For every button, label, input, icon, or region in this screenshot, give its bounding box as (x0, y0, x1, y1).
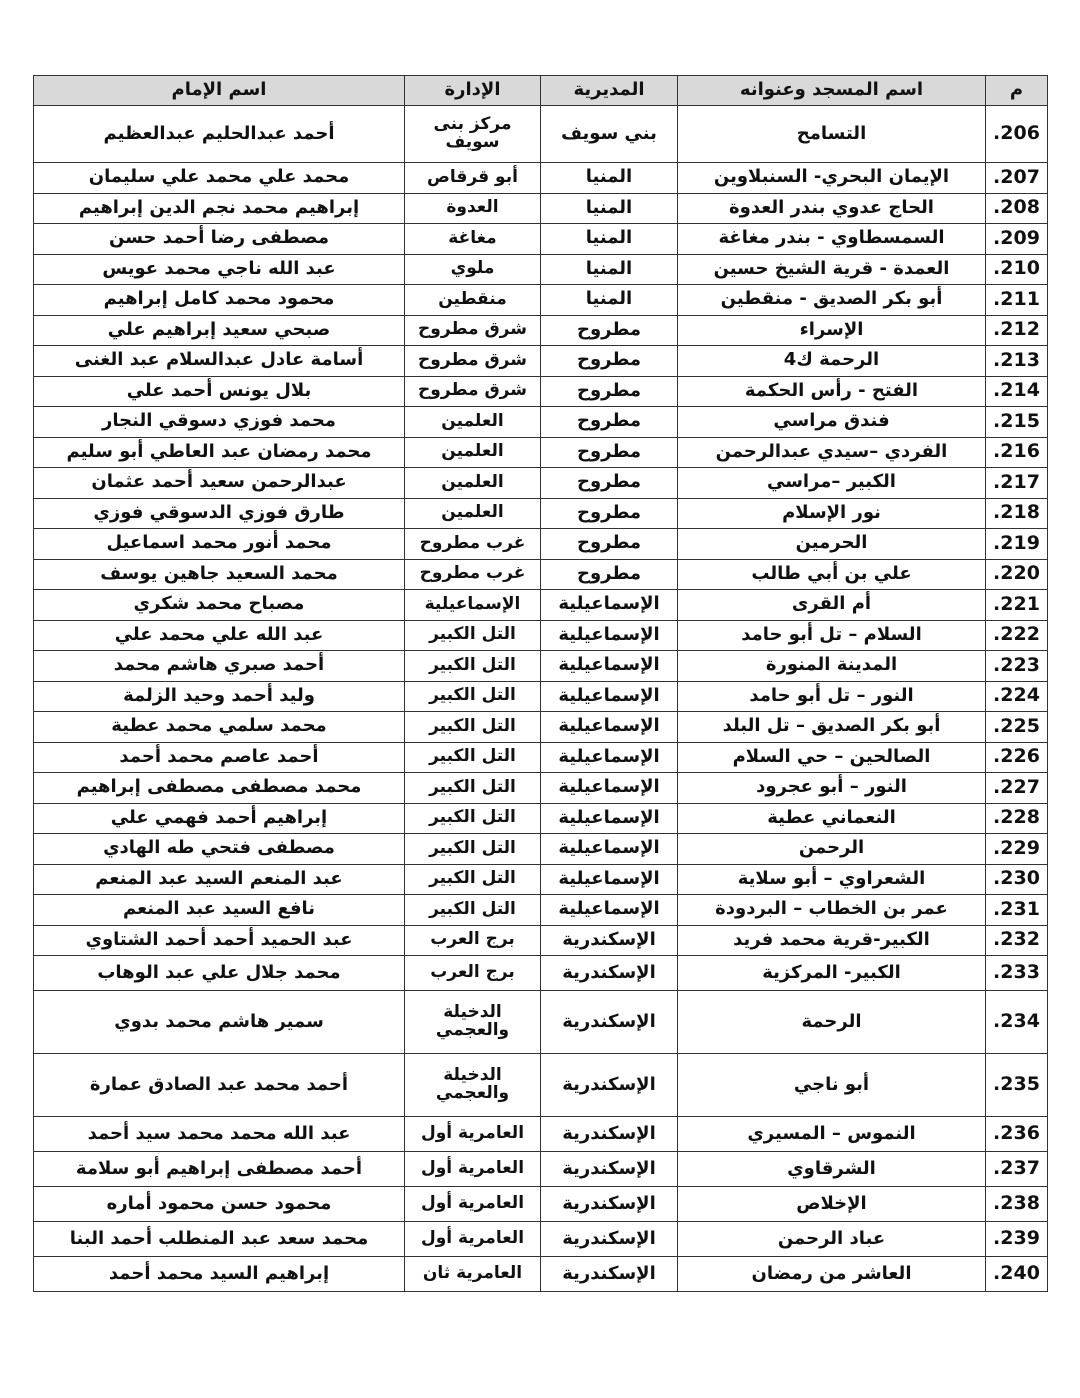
cell-row-number: .226 (986, 742, 1048, 773)
cell-directorate: مطروح (541, 407, 678, 438)
table-row (34, 559, 1048, 590)
cell-imam-name: عبدالرحمن سعيد أحمد عثمان (34, 468, 405, 499)
cell-row-number: .222 (986, 620, 1048, 651)
cell-directorate: الإسماعيلية (541, 895, 678, 926)
cell-directorate: مطروح (541, 468, 678, 499)
cell-mosque-name-address: السمسطاوي - بندر مغاغة (678, 224, 986, 255)
cell-mosque-name-address: الحرمين (678, 529, 986, 560)
table-row (34, 1152, 1048, 1187)
cell-administration: الإسماعيلية (405, 590, 541, 621)
cell-row-number: .232 (986, 925, 1048, 956)
cell-directorate: المنيا (541, 254, 678, 285)
cell-mosque-name-address: الإسراء (678, 315, 986, 346)
cell-row-number: .235 (986, 1054, 1048, 1117)
cell-mosque-name-address: الرحمن (678, 834, 986, 865)
cell-directorate: مطروح (541, 376, 678, 407)
table-row (34, 498, 1048, 529)
cell-row-number: .213 (986, 346, 1048, 377)
cell-row-number: .234 (986, 991, 1048, 1054)
cell-mosque-name-address: الصالحين – حي السلام (678, 742, 986, 773)
cell-imam-name: صبحي سعيد إبراهيم علي (34, 315, 405, 346)
table-row (34, 1187, 1048, 1222)
cell-mosque-name-address: التسامح (678, 106, 986, 163)
cell-administration: مغاغة (405, 224, 541, 255)
cell-administration: شرق مطروح (405, 376, 541, 407)
cell-imam-name: محمود محمد كامل إبراهيم (34, 285, 405, 316)
cell-imam-name: محمد أنور محمد اسماعيل (34, 529, 405, 560)
cell-directorate: مطروح (541, 498, 678, 529)
cell-mosque-name-address: الإيمان البحري- السنبلاوين (678, 163, 986, 194)
cell-imam-name: بلال يونس أحمد علي (34, 376, 405, 407)
cell-administration: التل الكبير (405, 712, 541, 743)
cell-row-number: .225 (986, 712, 1048, 743)
table-row (34, 712, 1048, 743)
cell-administration: التل الكبير (405, 773, 541, 804)
table-row (34, 1257, 1048, 1292)
header-directorate: المديرية (541, 76, 678, 106)
cell-mosque-name-address: النموس – المسيري (678, 1117, 986, 1152)
cell-imam-name: عبد الله ناجي محمد عويس (34, 254, 405, 285)
cell-mosque-name-address: عباد الرحمن (678, 1222, 986, 1257)
cell-directorate: المنيا (541, 224, 678, 255)
table-row (34, 864, 1048, 895)
table-row (34, 1054, 1048, 1117)
cell-row-number: .209 (986, 224, 1048, 255)
cell-directorate: الإسماعيلية (541, 590, 678, 621)
cell-imam-name: نافع السيد عبد المنعم (34, 895, 405, 926)
cell-row-number: .207 (986, 163, 1048, 194)
cell-row-number: .208 (986, 193, 1048, 224)
cell-administration: غرب مطروح (405, 559, 541, 590)
cell-imam-name: محمد سعد عبد المنطلب أحمد البنا (34, 1222, 405, 1257)
cell-directorate: الإسكندرية (541, 1257, 678, 1292)
cell-administration: التل الكبير (405, 864, 541, 895)
cell-row-number: .237 (986, 1152, 1048, 1187)
cell-mosque-name-address: النعماني عطية (678, 803, 986, 834)
cell-administration: العامرية أول (405, 1152, 541, 1187)
cell-imam-name: أحمد مصطفى إبراهيم أبو سلامة (34, 1152, 405, 1187)
cell-row-number: .240 (986, 1257, 1048, 1292)
table-row (34, 346, 1048, 377)
cell-administration: التل الكبير (405, 620, 541, 651)
cell-imam-name: أحمد صبري هاشم محمد (34, 651, 405, 682)
cell-row-number: .220 (986, 559, 1048, 590)
table-row (34, 742, 1048, 773)
table-row (34, 991, 1048, 1054)
cell-mosque-name-address: الكبير-قرية محمد فريد (678, 925, 986, 956)
cell-administration: برج العرب (405, 925, 541, 956)
cell-imam-name: محمد مصطفى مصطفى إبراهيم (34, 773, 405, 804)
cell-administration: شرق مطروح (405, 346, 541, 377)
cell-mosque-name-address: عمر بن الخطاب – البردودة (678, 895, 986, 926)
cell-row-number: .216 (986, 437, 1048, 468)
cell-directorate: الإسكندرية (541, 1152, 678, 1187)
table-row (34, 193, 1048, 224)
cell-administration: العلمين (405, 498, 541, 529)
cell-administration: التل الكبير (405, 742, 541, 773)
table-row (34, 376, 1048, 407)
cell-imam-name: محمد سلمي محمد عطية (34, 712, 405, 743)
table-row (34, 163, 1048, 194)
cell-row-number: .230 (986, 864, 1048, 895)
table-row (34, 285, 1048, 316)
cell-mosque-name-address: الحاج عدوي بندر العدوة (678, 193, 986, 224)
cell-mosque-name-address: النور – أبو عجرود (678, 773, 986, 804)
cell-administration: التل الكبير (405, 895, 541, 926)
cell-mosque-name-address: أبو بكر الصديق - منقطين (678, 285, 986, 316)
cell-directorate: الإسكندرية (541, 1054, 678, 1117)
cell-directorate: المنيا (541, 193, 678, 224)
cell-row-number: .212 (986, 315, 1048, 346)
cell-administration: الدخيلة والعجمي (405, 991, 541, 1054)
cell-directorate: الإسماعيلية (541, 834, 678, 865)
table-row (34, 407, 1048, 438)
cell-row-number: .233 (986, 956, 1048, 991)
cell-row-number: .229 (986, 834, 1048, 865)
cell-imam-name: طارق فوزي الدسوقي فوزي (34, 498, 405, 529)
cell-mosque-name-address: النور – تل أبو حامد (678, 681, 986, 712)
cell-directorate: الإسماعيلية (541, 712, 678, 743)
cell-row-number: .211 (986, 285, 1048, 316)
cell-row-number: .210 (986, 254, 1048, 285)
cell-directorate: الإسماعيلية (541, 864, 678, 895)
cell-row-number: .214 (986, 376, 1048, 407)
cell-row-number: .238 (986, 1187, 1048, 1222)
cell-imam-name: عبد الله علي محمد علي (34, 620, 405, 651)
cell-directorate: المنيا (541, 163, 678, 194)
cell-row-number: .224 (986, 681, 1048, 712)
cell-imam-name: عبد المنعم السيد عبد المنعم (34, 864, 405, 895)
cell-administration: العامرية أول (405, 1187, 541, 1222)
cell-mosque-name-address: العاشر من رمضان (678, 1257, 986, 1292)
table-row (34, 1117, 1048, 1152)
table-row (34, 529, 1048, 560)
table-row (34, 895, 1048, 926)
cell-imam-name: إبراهيم أحمد فهمي علي (34, 803, 405, 834)
cell-directorate: الإسكندرية (541, 956, 678, 991)
cell-row-number: .231 (986, 895, 1048, 926)
cell-imam-name: وليد أحمد وحيد الزلمة (34, 681, 405, 712)
cell-imam-name: عبد الله محمد محمد سيد أحمد (34, 1117, 405, 1152)
cell-row-number: .215 (986, 407, 1048, 438)
cell-imam-name: إبراهيم محمد نجم الدين إبراهيم (34, 193, 405, 224)
cell-imam-name: سمير هاشم محمد بدوي (34, 991, 405, 1054)
cell-administration: منقطين (405, 285, 541, 316)
cell-imam-name: إبراهيم السيد محمد أحمد (34, 1257, 405, 1292)
cell-row-number: .217 (986, 468, 1048, 499)
cell-directorate: مطروح (541, 529, 678, 560)
cell-directorate: مطروح (541, 315, 678, 346)
table-row (34, 590, 1048, 621)
cell-row-number: .219 (986, 529, 1048, 560)
cell-row-number: .228 (986, 803, 1048, 834)
cell-imam-name: محمد علي محمد علي سليمان (34, 163, 405, 194)
cell-administration: العلمين (405, 437, 541, 468)
cell-directorate: بني سويف (541, 106, 678, 163)
cell-directorate: الإسماعيلية (541, 651, 678, 682)
table-row (34, 620, 1048, 651)
cell-directorate: الإسكندرية (541, 925, 678, 956)
header-number: م (986, 76, 1048, 106)
cell-administration: التل الكبير (405, 681, 541, 712)
table-row (34, 651, 1048, 682)
table-row (34, 106, 1048, 163)
cell-imam-name: محمد فوزي دسوقي النجار (34, 407, 405, 438)
cell-directorate: مطروح (541, 437, 678, 468)
cell-mosque-name-address: علي بن أبي طالب (678, 559, 986, 590)
cell-imam-name: أحمد محمد عبد الصادق عمارة (34, 1054, 405, 1117)
cell-mosque-name-address: أبو بكر الصديق – تل البلد (678, 712, 986, 743)
cell-directorate: الإسماعيلية (541, 742, 678, 773)
cell-directorate: مطروح (541, 346, 678, 377)
cell-administration: الدخيلة والعجمي (405, 1054, 541, 1117)
cell-directorate: الإسكندرية (541, 1222, 678, 1257)
table-row (34, 315, 1048, 346)
cell-imam-name: أحمد عبدالحليم عبدالعظيم (34, 106, 405, 163)
table-row (34, 437, 1048, 468)
cell-administration: برج العرب (405, 956, 541, 991)
table-row (34, 1222, 1048, 1257)
cell-administration: العامرية أول (405, 1222, 541, 1257)
header-imam-name: اسم الإمام (34, 76, 405, 106)
imam-assignment-table (33, 75, 1048, 1292)
cell-mosque-name-address: الرحمة (678, 991, 986, 1054)
cell-directorate: الإسماعيلية (541, 803, 678, 834)
cell-mosque-name-address: الفتح - رأس الحكمة (678, 376, 986, 407)
cell-imam-name: مصطفى رضا أحمد حسن (34, 224, 405, 255)
table-row (34, 224, 1048, 255)
cell-imam-name: مصطفى فتحي طه الهادي (34, 834, 405, 865)
cell-mosque-name-address: الإخلاص (678, 1187, 986, 1222)
cell-administration: العلمين (405, 468, 541, 499)
cell-mosque-name-address: المدينة المنورة (678, 651, 986, 682)
cell-administration: شرق مطروح (405, 315, 541, 346)
cell-mosque-name-address: الشرقاوي (678, 1152, 986, 1187)
cell-administration: العامرية ثان (405, 1257, 541, 1292)
header-administration: الإدارة (405, 76, 541, 106)
table-row (34, 834, 1048, 865)
cell-administration: التل الكبير (405, 651, 541, 682)
cell-directorate: مطروح (541, 559, 678, 590)
table-row (34, 803, 1048, 834)
cell-administration: غرب مطروح (405, 529, 541, 560)
table-row (34, 925, 1048, 956)
cell-imam-name: محمود حسن محمود أماره (34, 1187, 405, 1222)
cell-row-number: .223 (986, 651, 1048, 682)
cell-mosque-name-address: أبو ناجي (678, 1054, 986, 1117)
cell-mosque-name-address: الكبير –مراسي (678, 468, 986, 499)
cell-imam-name: عبد الحميد أحمد أحمد الشتاوي (34, 925, 405, 956)
cell-imam-name: محمد رمضان عبد العاطي أبو سليم (34, 437, 405, 468)
cell-mosque-name-address: الرحمة ك4 (678, 346, 986, 377)
cell-row-number: .239 (986, 1222, 1048, 1257)
cell-directorate: الإسكندرية (541, 991, 678, 1054)
cell-imam-name: محمد السعيد جاهين يوسف (34, 559, 405, 590)
cell-imam-name: أسامة عادل عبدالسلام عبد الغنى (34, 346, 405, 377)
table-row (34, 773, 1048, 804)
cell-mosque-name-address: الفردي –سيدي عبدالرحمن (678, 437, 986, 468)
cell-administration: أبو قرقاص (405, 163, 541, 194)
header-mosque-name-address: اسم المسجد وعنوانه (678, 76, 986, 106)
cell-directorate: الإسماعيلية (541, 620, 678, 651)
cell-imam-name: أحمد عاصم محمد أحمد (34, 742, 405, 773)
cell-directorate: الإسكندرية (541, 1187, 678, 1222)
cell-imam-name: محمد جلال علي عبد الوهاب (34, 956, 405, 991)
cell-mosque-name-address: العمدة - قرية الشيخ حسين (678, 254, 986, 285)
cell-administration: العامرية أول (405, 1117, 541, 1152)
table-body (34, 106, 1048, 1292)
table-header-row (34, 76, 1048, 106)
table-row (34, 468, 1048, 499)
cell-administration: العلمين (405, 407, 541, 438)
table-row (34, 956, 1048, 991)
cell-row-number: .227 (986, 773, 1048, 804)
cell-mosque-name-address: أم القرى (678, 590, 986, 621)
cell-mosque-name-address: فندق مراسي (678, 407, 986, 438)
cell-row-number: .206 (986, 106, 1048, 163)
table-row (34, 681, 1048, 712)
cell-mosque-name-address: السلام – تل أبو حامد (678, 620, 986, 651)
cell-administration: العدوة (405, 193, 541, 224)
cell-directorate: المنيا (541, 285, 678, 316)
cell-imam-name: مصباح محمد شكري (34, 590, 405, 621)
cell-directorate: الإسماعيلية (541, 681, 678, 712)
cell-mosque-name-address: الكبير- المركزية (678, 956, 986, 991)
table-row (34, 254, 1048, 285)
cell-administration: مركز بنى سويف (405, 106, 541, 163)
cell-directorate: الإسكندرية (541, 1117, 678, 1152)
cell-directorate: الإسماعيلية (541, 773, 678, 804)
cell-row-number: .218 (986, 498, 1048, 529)
cell-row-number: .221 (986, 590, 1048, 621)
cell-administration: التل الكبير (405, 834, 541, 865)
cell-mosque-name-address: الشعراوي – أبو سلاية (678, 864, 986, 895)
cell-administration: ملوي (405, 254, 541, 285)
cell-mosque-name-address: نور الإسلام (678, 498, 986, 529)
cell-row-number: .236 (986, 1117, 1048, 1152)
cell-administration: التل الكبير (405, 803, 541, 834)
